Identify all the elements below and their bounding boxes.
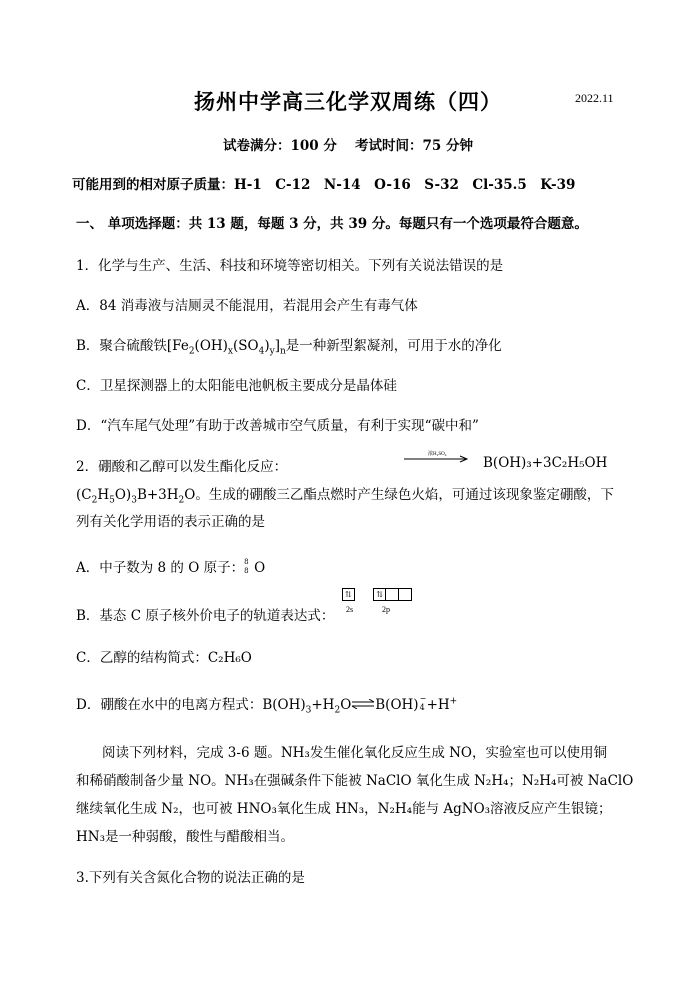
q1-option-b: B．聚合硫酸铁$[Fe_2(OH)_x(SO_4)_y]_n$是一种新型絮凝剂，可用于水的净化 <box>76 338 502 357</box>
section-heading: 一、 单项选择题：共 13 题，每题 3 分，共 39 分。每题只有一个选项最符合题意。 <box>76 216 588 232</box>
passage-line-2: 和稀硝酸制备少量 NO。NH₃在强碱条件下能被 NaClO 氧化生成 N₂H₄；N₂H₄可被 NaClO <box>76 773 634 789</box>
passage-line-4: HN₃是一种弱酸，酸性与醋酸相当。 <box>76 829 294 845</box>
atomic-masses: 可能用到的相对原子质量：H-1 C-12 N-14 O-16 S-32 Cl-35.5 K-39 <box>72 177 576 193</box>
passage-line-1: 阅读下列材料，完成 3-6 题。NH₃发生催化氧化反应生成 NO，实验室也可以使用铜 <box>102 745 607 761</box>
page-title: 扬州中学高三化学双周练（四） <box>194 89 502 114</box>
orbital-label-2s: 2s <box>346 605 354 614</box>
q2-equation-rhs: B(OH)₃+3C₂H₅OH <box>483 455 608 471</box>
q2-option-c: C．乙醇的结构简式：C₂H₆O <box>76 650 252 666</box>
catalyst-label: 浓H₂SO₄ <box>428 452 447 457</box>
q1-stem: 1．化学与生产、生活、科技和环境等密切相关。下列有关说法错误的是 <box>76 258 504 274</box>
orbital-diagram <box>342 588 412 614</box>
orbital-2s-box: ⇅ <box>342 588 355 601</box>
exam-date: 2022.11 <box>575 91 614 105</box>
q1-option-d: D．“汽车尾气处理”有助于改善城市空气质量，有利于实现“碳中和” <box>76 418 479 434</box>
reaction-arrow <box>404 449 470 463</box>
orbital-label-2p: 2p <box>382 605 390 614</box>
q2-stem-line3: 列有关化学用语的表示正确的是 <box>76 514 265 530</box>
q1-option-a: A．84 消毒液与洁厕灵不能混用，若混用会产生有毒气体 <box>76 298 418 314</box>
q2-stem-line1: 2．硼酸和乙醇可以发生酯化反应： <box>76 459 288 475</box>
exam-info: 试卷满分：100 分 考试时间：75 分钟 <box>222 138 474 154</box>
q2-option-a: A．中子数为 8 的 O 原子： 8 8 O <box>76 558 266 576</box>
q1-option-c: C．卫星探测器上的太阳能电池帆板主要成分是晶体硅 <box>76 378 397 394</box>
q3-stem: 3.下列有关含氮化合物的说法正确的是 <box>76 870 305 886</box>
equilibrium-arrow <box>351 699 375 709</box>
orbital-2p-box-2 <box>386 588 399 601</box>
passage-line-3: 继续氧化生成 N₂，也可被 HNO₃氧化生成 HN₃，N₂H₄能与 AgNO₃溶液反应产生银镜； <box>76 801 612 817</box>
q2-option-b: B．基态 C 原子核外价电子的轨道表达式： <box>76 608 335 624</box>
q2-stem-line2: $(C_2H_5O)_3B+3H_2O$。生成的硼酸三乙酯点燃时产生绿色火焰，可通过该现象鉴定硼酸，下 <box>76 487 614 506</box>
q2-option-d: D．硼酸在水中的电离方程式：$B(OH)_3+H_2O$ B(OH) − 4 +H+ <box>76 694 458 716</box>
orbital-2p-box-1: ⇅ <box>373 588 386 601</box>
orbital-2p-box-3 <box>399 588 412 601</box>
